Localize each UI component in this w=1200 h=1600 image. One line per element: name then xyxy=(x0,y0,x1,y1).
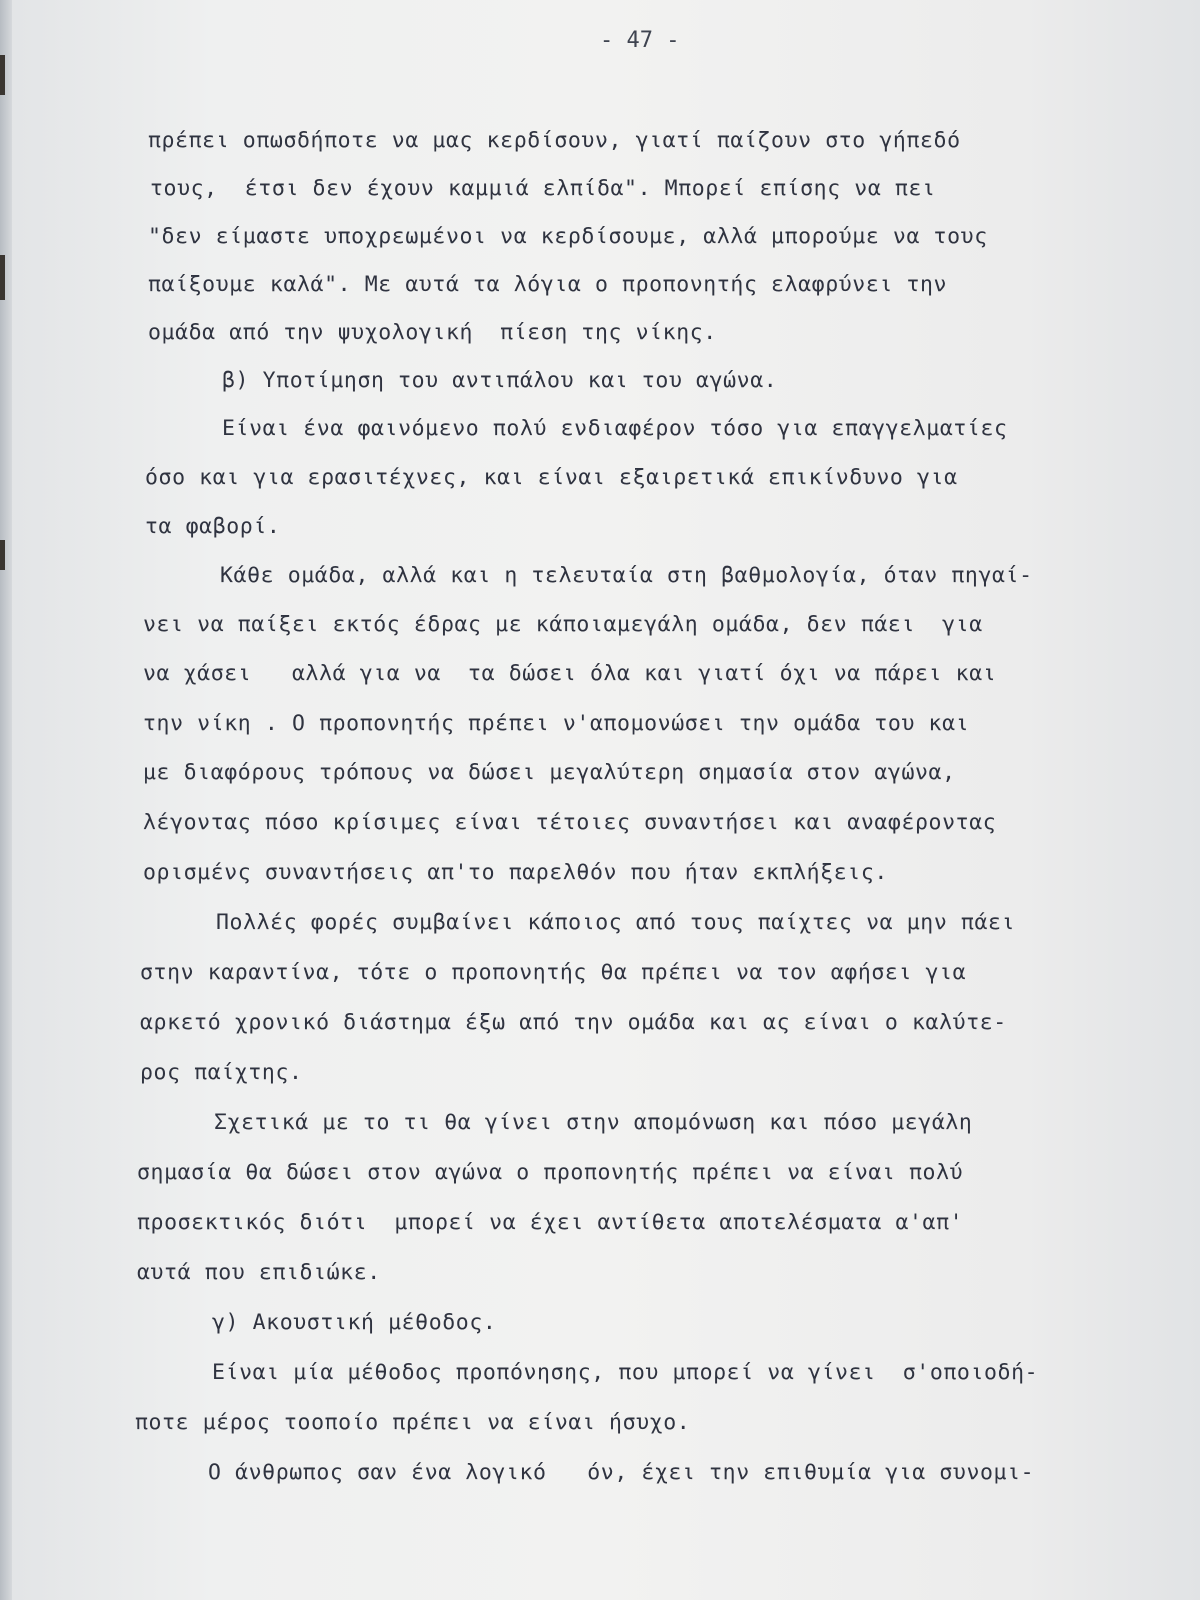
text-line: στην καραντίνα, τότε ο προπονητής θα πρέπει να τον αφήσει για xyxy=(140,960,967,985)
text-line: προσεκτικός διότι μπορεί να έχει αντίθετα αποτελέσματα α'απ' xyxy=(137,1210,964,1235)
text-line: Σχετικά με το τι θα γίνει στην απομόνωση και πόσο μεγάλη xyxy=(214,1110,973,1135)
binding-mark xyxy=(0,255,5,300)
text-line: την νίκη . Ο προπονητής πρέπει ν'απομονώσει την ομάδα του και xyxy=(143,711,970,736)
text-line: Είναι μία μέθοδος προπόνησης, που μπορεί να γίνει σ'οποιοδή- xyxy=(212,1360,1039,1385)
text-line: Κάθε ομάδα, αλλά και η τελευταία στη βαθμολογία, όταν πηγαί- xyxy=(220,563,1033,588)
text-line: νει να παίξει εκτός έδρας με κάποιαμεγάλη ομάδα, δεν πάει για xyxy=(143,612,983,637)
section-heading: β) Υποτίμηση του αντιπάλου και του αγώνα. xyxy=(222,368,778,393)
text-line: αρκετό χρονικό διάστημα έξω από την ομάδα και ας είναι ο καλύτε- xyxy=(140,1010,1007,1035)
text-line: αυτά που επιδιώκε. xyxy=(137,1260,381,1285)
text-line: ομάδα από την ψυχολογική πίεση της νίκης. xyxy=(148,320,717,345)
page-number: - 47 - xyxy=(600,28,680,53)
binding-edge xyxy=(0,0,12,1600)
text-line: πρέπει οπωσδήποτε να μας κερδίσουν, γιατί παίζουν στο γήπεδό xyxy=(148,128,961,153)
text-line: να χάσει αλλά για να τα δώσει όλα και γιατί όχι να πάρει και xyxy=(143,661,997,686)
section-heading: γ) Ακουστική μέθοδος. xyxy=(212,1310,497,1335)
text-line: ορισμένς συναντήσεις απ'το παρελθόν που ήταν εκπλήξεις. xyxy=(143,860,888,885)
text-line: παίξουμε καλά". Με αυτά τα λόγια ο προπονητής ελαφρύνει την xyxy=(148,272,948,297)
text-line: λέγοντας πόσο κρίσιμες είναι τέτοιες συναντήσει και αναφέροντας xyxy=(143,810,997,835)
text-line: Πολλές φορές συμβαίνει κάποιος από τους παίχτες να μην πάει xyxy=(216,910,1016,935)
text-line: ρος παίχτης. xyxy=(140,1060,303,1085)
text-line: "δεν είμαστε υποχρεωμένοι να κερδίσουμε, αλλά μπορούμε να τους xyxy=(148,224,988,249)
text-line: σημασία θα δώσει στον αγώνα ο προπονητής πρέπει να είναι πολύ xyxy=(137,1160,964,1185)
text-line: όσο και για ερασιτέχνες, και είναι εξαιρετικά επικίνδυνο για xyxy=(145,465,958,490)
binding-mark xyxy=(0,55,5,95)
text-line: ποτε μέρος τοοποίο πρέπει να είναι ήσυχο. xyxy=(135,1410,691,1435)
binding-mark xyxy=(0,540,5,570)
text-line: τους, έτσι δεν έχουν καμμιά ελπίδα". Μπορεί επίσης να πει xyxy=(150,176,936,201)
text-line: Είναι ένα φαινόμενο πολύ ενδιαφέρον τόσο για επαγγελματίες xyxy=(222,416,1008,441)
text-line: Ο άνθρωπος σαν ένα λογικό όν, έχει την επιθυμία για συνομι- xyxy=(208,1460,1035,1485)
text-line: τα φαβορί. xyxy=(145,514,281,539)
text-line: με διαφόρους τρόπους να δώσει μεγαλύτερη σημασία στον αγώνα, xyxy=(143,760,956,785)
